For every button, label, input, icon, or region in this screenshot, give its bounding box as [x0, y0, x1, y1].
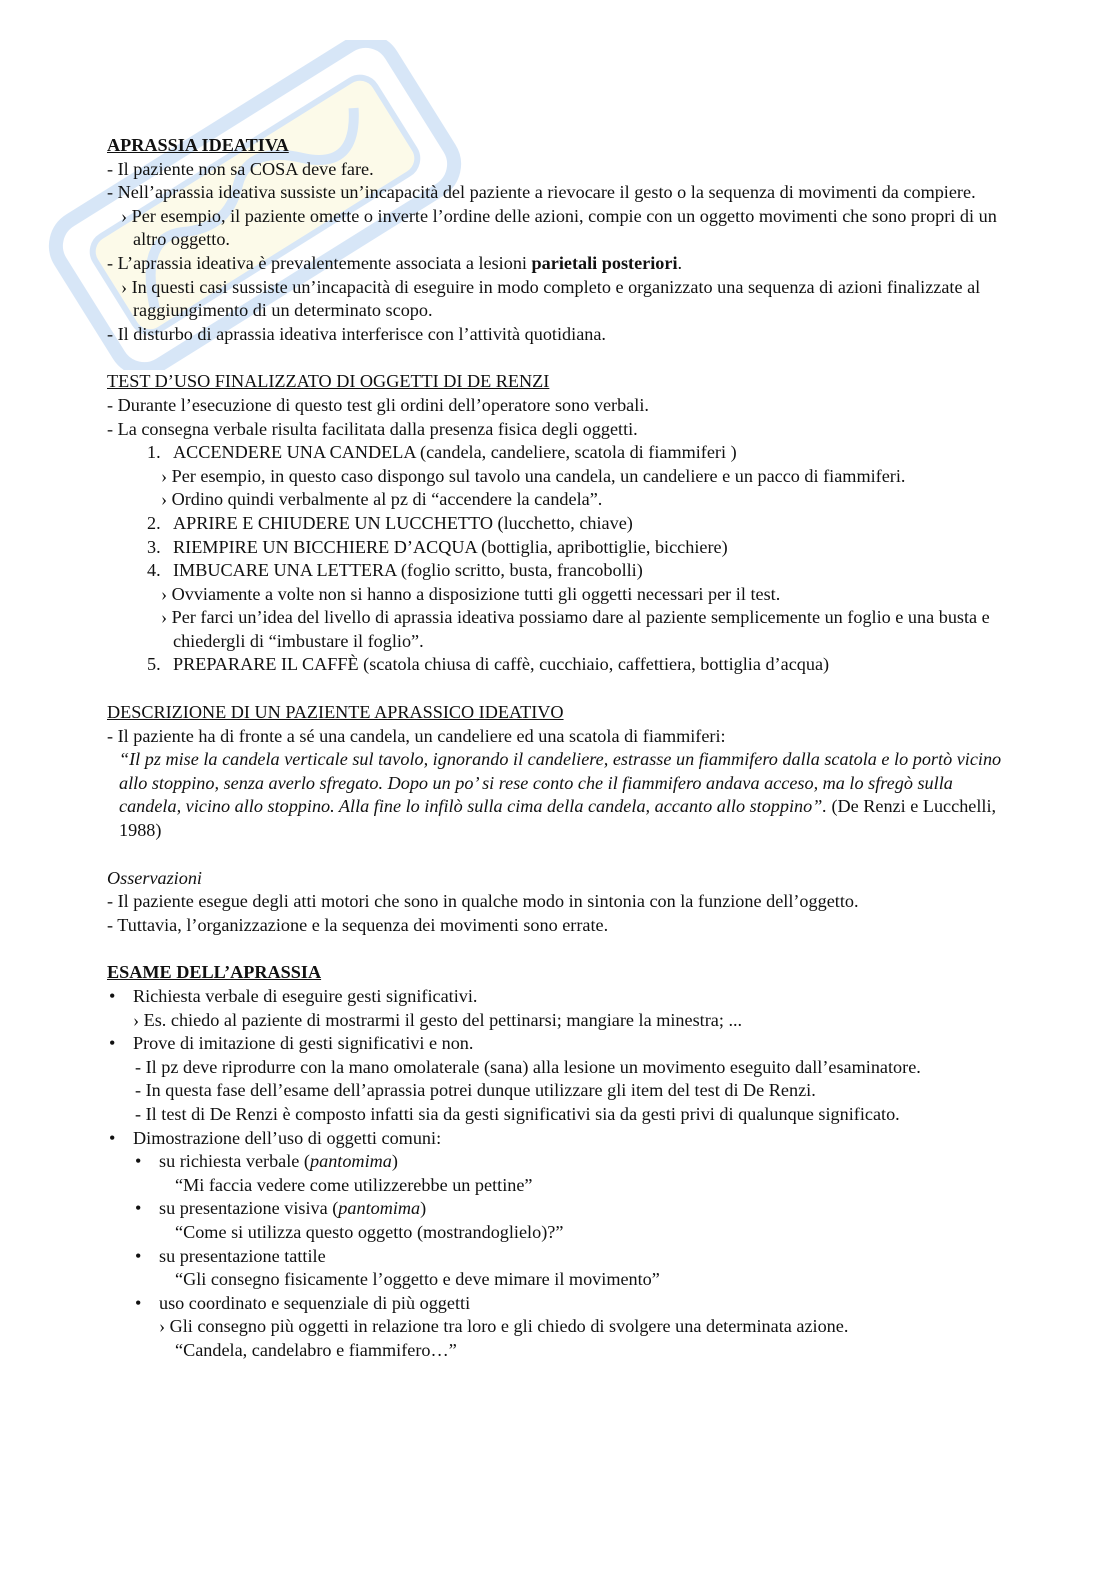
section-osservazioni — [107, 867, 1017, 938]
text-line: › Per esempio, in questo caso dispongo sul tavolo una candela, un candeliere e un pacco di fiammiferi. — [161, 465, 906, 486]
text-line: - Nell’aprassia ideativa sussiste un’incapacità del paziente a rievocare il gesto o la sequenza di movimenti da compiere. — [107, 182, 976, 203]
section-title: TEST D’USO FINALIZZATO DI OGGETTI DI DE RENZI — [107, 371, 550, 392]
text-line: - Il pz deve riprodurre con la mano omolaterale (sana) alla lesione un movimento eseguito dall’esaminatore. — [135, 1056, 921, 1077]
sub-bullet-item: • su presentazione tattile — [107, 1245, 1017, 1269]
sub-bullet-item: • uso coordinato e sequenziale di più oggetti — [107, 1292, 1017, 1316]
text-line: › Ordino quindi verbalmente al pz di “accendere la candela”. — [161, 489, 603, 510]
section-title: Osservazioni — [107, 867, 202, 888]
section-esame — [107, 961, 1017, 1362]
text-line: - Durante l’esecuzione di questo test gli ordini dell’operatore sono verbali. — [107, 394, 649, 415]
text-line: “Mi faccia vedere come utilizzerebbe un pettine” — [175, 1174, 533, 1195]
text-line: “Gli consegno fisicamente l’oggetto e deve mimare il movimento” — [175, 1269, 660, 1290]
text-line: - In questa fase dell’esame dell’aprassia potrei dunque utilizzare gli item del test di De Renzi. — [135, 1080, 816, 1101]
sub-bullet-item: • su presentazione visiva (pantomima) — [107, 1197, 1017, 1221]
bullet-item: • Dimostrazione dell’uso di oggetti comuni: — [107, 1127, 1017, 1151]
text-line: - La consegna verbale risulta facilitata dalla presenza fisica degli oggetti. — [107, 418, 638, 439]
sub-bullet-item: • su richiesta verbale (pantomima) — [107, 1150, 1017, 1174]
list-item: 4. IMBUCARE UNA LETTERA (foglio scritto, busta, francobolli) — [147, 560, 643, 581]
text-line: › In questi casi sussiste un’incapacità di eseguire in modo completo e organizzato una sequenza di azioni finalizzate al raggiungimento di un determinato scopo. — [121, 276, 981, 321]
text-line: - L’aprassia ideativa è prevalentemente associata a lesioni parietali posteriori. — [107, 252, 683, 273]
text-line: - Il paziente ha di fronte a sé una candela, un candeliere ed una scatola di fiammiferi: — [107, 725, 726, 746]
section-title: DESCRIZIONE DI UN PAZIENTE APRASSICO IDEATIVO — [107, 702, 564, 723]
text-line: › Per esempio, il paziente omette o inverte l’ordine delle azioni, compie con un oggetto movimenti che sono propri di un altro oggetto. — [121, 205, 997, 250]
text-line: › Es. chiedo al paziente di mostrarmi il gesto del pettinarsi; mangiare la minestra; ... — [133, 1009, 743, 1030]
section-title: APRASSIA IDEATIVA — [107, 135, 289, 155]
list-item: 1. ACCENDERE UNA CANDELA (candela, candeliere, scatola di fiammiferi ) — [147, 442, 737, 463]
text-line: › Ovviamente a volte non si hanno a disposizione tutti gli oggetti necessari per il test. — [161, 583, 781, 604]
list-item: 2. APRIRE E CHIUDERE UN LUCCHETTO (lucchetto, chiave) — [147, 512, 633, 533]
bullet-item: • Richiesta verbale di eseguire gesti significativi. — [107, 985, 1017, 1009]
quote-block: “Il pz mise la candela verticale sul tavolo, ignorando il candeliere, estrasse un fiammifero dalla scatola e lo portò vicino allo stoppino, senza averlo sfregato. Dopo un po’ si rese conto che il fiammifero andava acceso, ma lo sfregò sulla candela, vicino allo stoppino. Alla fine lo infilò sulla cima della candela, accanto allo stoppino”. (De Renzi e Lucchelli, 1988) — [119, 749, 1002, 841]
section-test-de-renzi — [107, 370, 1017, 677]
bold-term: parietali posteriori — [531, 252, 678, 273]
text-line: › Gli consegno più oggetti in relazione tra loro e gli chiedo di svolgere una determinata azione. — [159, 1316, 849, 1337]
text-line: - Il test di De Renzi è composto infatti sia da gesti significativi sia da gesti privi di qualunque significato. — [135, 1103, 900, 1124]
text-line: › Per farci un’idea del livello di aprassia ideativa possiamo dare al paziente semplicemente un foglio e una busta e chiedergli di “imbustare il foglio”. — [161, 607, 990, 651]
text-line: - Il paziente non sa COSA deve fare. — [107, 158, 374, 179]
text-line: - Il disturbo di aprassia ideativa interferisce con l’attività quotidiana. — [107, 323, 606, 344]
section-descrizione — [107, 701, 1017, 843]
text-line: “Candela, candelabro e fiammifero…” — [175, 1339, 457, 1360]
text-line: “Come si utilizza questo oggetto (mostrandoglielo)?” — [175, 1221, 564, 1242]
text-line: - Il paziente esegue degli atti motori che sono in qualche modo in sintonia con la funzione dell’oggetto. — [107, 891, 859, 912]
document-page — [107, 134, 1017, 1363]
section-title: ESAME DELL’APRASSIA — [107, 962, 322, 983]
list-item: 3. RIEMPIRE UN BICCHIERE D’ACQUA (bottiglia, apribottiglie, bicchiere) — [147, 536, 728, 557]
text-line: - Tuttavia, l’organizzazione e la sequenza dei movimenti sono errate. — [107, 914, 609, 935]
list-item: 5. PREPARARE IL CAFFÈ (scatola chiusa di caffè, cucchiaio, caffettiera, bottiglia d’acqua) — [147, 654, 830, 675]
section-aprassia-ideativa — [107, 134, 1017, 346]
numbered-list — [107, 441, 1017, 677]
bullet-item: • Prove di imitazione di gesti significativi e non. — [107, 1032, 1017, 1056]
citation: (De Renzi e Lucchelli, 1988) — [119, 796, 997, 841]
